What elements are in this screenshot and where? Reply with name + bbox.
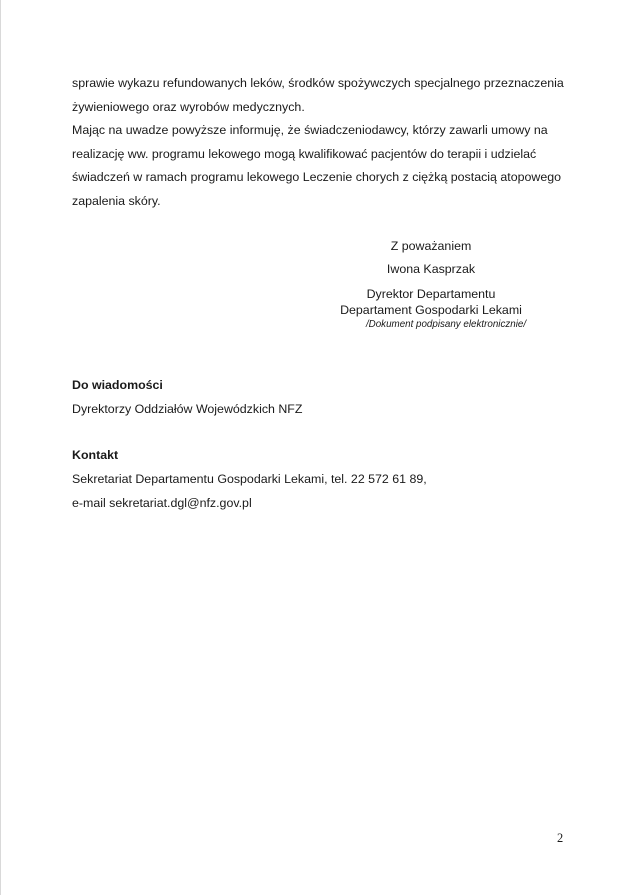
signature-closing: Z poważaniem (390, 239, 472, 253)
body-line: Mając na uwadze powyższe informuję, że świadczeniodawcy, którzy zawarli umowy na (72, 123, 548, 137)
signature-department: Departament Gospodarki Lekami (340, 303, 522, 317)
signature-name: Iwona Kasprzak (386, 262, 476, 276)
kontakt-heading: Kontakt (72, 448, 119, 462)
body-line: realizację ww. programu lekowego mogą kwalifikować pacjentów do terapii i udzielać (72, 146, 537, 161)
kontakt-email-line: e-mail sekretariat.dgl@nfz.gov.pl (72, 496, 252, 510)
body-line: żywieniowego oraz wyrobów medycznych. (72, 99, 305, 114)
body-paragraph (72, 72, 572, 213)
kontakt-phone-line: Sekretariat Departamentu Gospodarki Lekami, tel. 22 572 61 89, (72, 472, 427, 486)
signature-note: /Dokument podpisany elektronicznie/ (365, 319, 527, 330)
do-wiadomosci-heading: Do wiadomości (72, 378, 163, 392)
body-line: świadczeń w ramach programu lekowego Leczenie chorych z ciężką postacią atopowego (72, 170, 562, 184)
body-line: zapalenia skóry. (72, 193, 161, 208)
body-line: sprawie wykazu refundowanych leków, środków spożywczych specjalnego przeznaczenia (72, 76, 564, 90)
signature-title: Dyrektor Departamentu (366, 287, 496, 301)
do-wiadomosci-text: Dyrektorzy Oddziałów Wojewódzkich NFZ (72, 402, 303, 416)
page-number: 2 (557, 831, 564, 845)
